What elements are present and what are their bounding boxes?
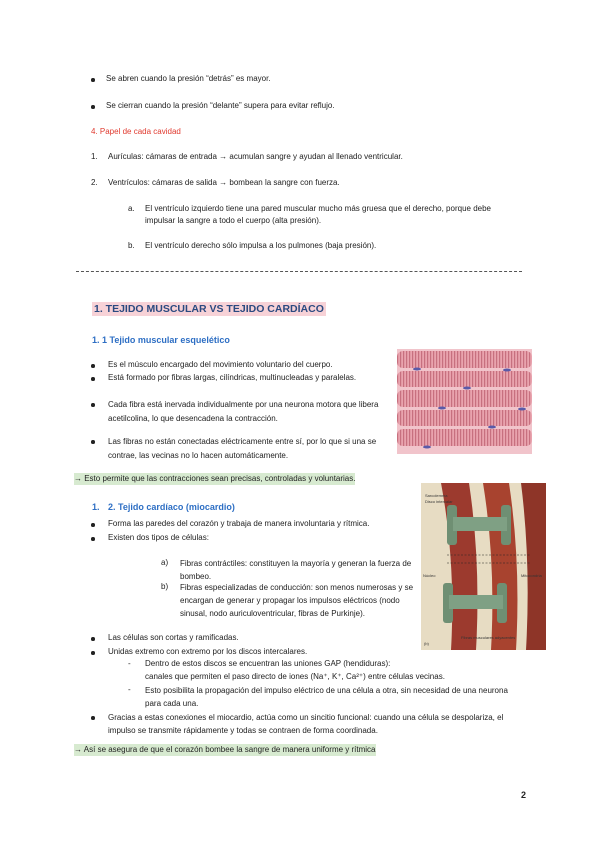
skeletal-bullet-2: Está formado por fibras largas, cilíndricas, multinucleadas y paralelas. <box>108 373 357 382</box>
right-ventricle-text: El ventrículo derecho sólo impulsa a los pulmones (baja presión). <box>145 241 377 250</box>
figure-label: Disco intercalar <box>425 499 453 504</box>
section-title: 1. TEJIDO MUSCULAR VS TEJIDO CARDÍACO <box>94 303 324 315</box>
type-label: a) <box>161 558 169 567</box>
skeletal-bullet-4: Las fibras no están conectadas eléctricamente entre sí, por lo que si una se contrae, las vecinas no lo hacen automáticamente. <box>108 437 377 460</box>
subsection-skeletal-title: 1. 1 Tejido muscular esquelético <box>92 335 230 345</box>
list-number: 1. <box>91 152 98 161</box>
bullet-dot <box>91 78 95 82</box>
cardiac-bullet-3: Las células son cortas y ramificadas. <box>108 633 239 642</box>
cardiac-conclusion: → Así se asegura de que el corazón bombee la sangre de manera uniforme y rítmica <box>74 745 376 754</box>
valve-close-text: Se cierran cuando la presión “delante” supera para evitar reflujo. <box>106 101 335 110</box>
bullet-dot <box>91 637 95 641</box>
figure-label: Mitocondria <box>521 573 542 578</box>
dash-marker: - <box>128 685 131 694</box>
cavities-heading: 4. Papel de cada cavidad <box>91 127 181 136</box>
bullet-dot <box>91 364 95 368</box>
bullet-dot <box>91 403 95 407</box>
conduction-fibers-text: Fibras especializadas de conducción: son menos numerosas y se encargan de generar y propagar los impulsos eléctricos (nodo sinusal, nodo auriculoventricular, fibras de Purkinje). <box>180 583 414 618</box>
skeletal-muscle-image <box>397 349 532 454</box>
figure-label: Sarcolemma <box>425 493 448 498</box>
impulse-propagation-text: Esto posibilita la propagación del impulso eléctrico de una célula a otra, sin necesidad de una neurona para cada una. <box>145 686 508 708</box>
left-ventricle-text: El ventrículo izquierdo tiene una pared muscular mucho más gruesa que el derecho, porque debe impulsar la sangre a todo el cuerpo (alta presión). <box>145 204 491 225</box>
cardiac-muscle-diagram <box>421 483 546 650</box>
figure-label: Núcleo <box>423 573 436 578</box>
type-label: b) <box>161 582 169 591</box>
gap-junctions-line-1: Dentro de estos discos se encuentran las uniones GAP (hendiduras): <box>145 659 391 668</box>
bullet-dot <box>91 105 95 109</box>
atria-text: Aurículas: cámaras de entrada → acumulan sangre y ayudan al llenado ventricular. <box>108 152 403 161</box>
valve-open-text: Se abren cuando la presión “detrás” es mayor. <box>106 74 271 83</box>
figure-label: Fibras musculares adyacentes <box>461 635 516 640</box>
cardiac-bullet-2: Existen dos tipos de células: <box>108 533 209 542</box>
contractile-fibers-text: Fibras contráctiles: constituyen la mayoría y generan la fuerza de bombeo. <box>180 559 412 581</box>
bullet-dot <box>91 716 95 720</box>
sub-label: a. <box>128 204 135 213</box>
page-number: 2 <box>521 790 527 800</box>
cardiac-bullet-5: Gracias a estas conexiones el miocardio, actúa como un sincitio funcional: cuando una célula se despolariza, el impulso se transmite rápidamente y todas se contraen de forma coordinada. <box>108 713 504 735</box>
bullet-dot <box>91 651 95 655</box>
gap-junctions-line-2: canales que permiten el paso directo de iones (Na⁺, K⁺, Ca²⁺) entre células vecinas. <box>145 672 445 681</box>
sub-label: b. <box>128 241 135 250</box>
bullet-dot <box>91 537 95 541</box>
subsection-cardiac-title: 2. Tejido cardíaco (miocardio) <box>108 502 235 512</box>
figure-label: (b) <box>424 641 429 646</box>
dash-marker: - <box>128 659 131 668</box>
bullet-dot <box>91 523 95 527</box>
list-number: 2. <box>91 178 98 187</box>
bullet-dot <box>91 377 95 381</box>
list-number: 1. <box>92 502 100 512</box>
bullet-dot <box>91 440 95 444</box>
skeletal-conclusion: → Esto permite que las contracciones sean precisas, controladas y voluntarias. <box>74 474 356 483</box>
section-divider <box>76 271 522 272</box>
skeletal-bullet-1: Es el músculo encargado del movimiento voluntario del cuerpo. <box>108 360 333 369</box>
cardiac-bullet-4: Unidas extremo con extremo por los discos intercalares. <box>108 647 308 656</box>
skeletal-bullet-3: Cada fibra está inervada individualmente por una neurona motora que libera acetilcolina, lo que desencadena la contracción. <box>108 400 379 423</box>
cardiac-bullet-1: Forma las paredes del corazón y trabaja de manera involuntaria y rítmica. <box>108 519 370 528</box>
ventricles-text: Ventrículos: cámaras de salida → bombean la sangre con fuerza. <box>108 178 340 187</box>
